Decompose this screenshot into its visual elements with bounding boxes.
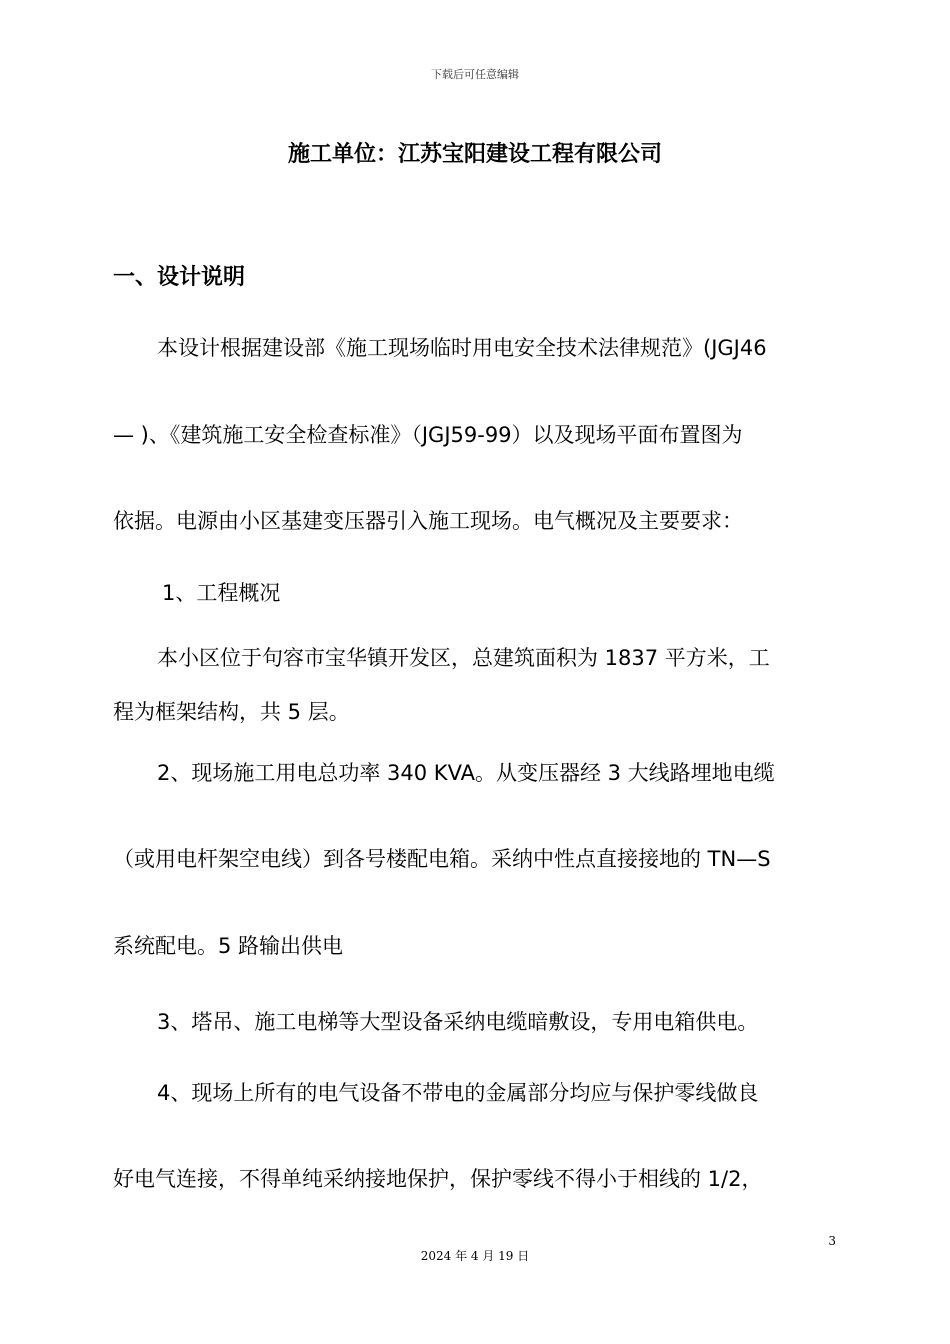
paragraph-line: — )、《建筑施工安全检查标准》（JGJ59-99）以及现场平面布置图为 [113, 423, 743, 447]
paragraph-line: 本小区位于句容市宝华镇开发区，总建筑面积为 1837 平方米，工 [157, 646, 770, 670]
page-number: 3 [828, 1234, 836, 1248]
paragraph-line: 系统配电。5 路输出供电 [113, 934, 344, 958]
paragraph-line: 3、塔吊、施工电梯等大型设备采纳电缆暗敷设，专用电箱供电。 [157, 1010, 759, 1034]
paragraph-line: （或用电杆架空电线）到各号楼配电箱。采纳中性点直接接地的 TN—S [113, 847, 771, 871]
footer-date: 2024 年 4 月 19 日 [420, 1249, 530, 1263]
document-title: 施工单位：江苏宝阳建设工程有限公司 [287, 142, 662, 167]
paragraph-line: 2、现场施工用电总功率 340 KVA。从变压器经 3 大线路埋地电缆 [157, 761, 775, 785]
paragraph-line: 依据。电源由小区基建变压器引入施工现场。电气概况及主要要求： [113, 509, 743, 533]
paragraph-line: 本设计根据建设部《施工现场临时用电安全技术法律规范》(JGJ46 [157, 336, 767, 360]
paragraph-line: 4、现场上所有的电气设备不带电的金属部分均应与保护零线做良 [157, 1081, 759, 1105]
header-note: 下载后可任意编辑 [431, 68, 519, 81]
section-heading: 一、设计说明 [113, 265, 246, 290]
paragraph-line: 程为框架结构，共 5 层。 [113, 700, 350, 724]
paragraph-line: 好电气连接，不得单纯采纳接地保护，保护零线不得小于相线的 1/2， [113, 1167, 763, 1191]
list-item-heading: 1、工程概况 [162, 581, 281, 605]
